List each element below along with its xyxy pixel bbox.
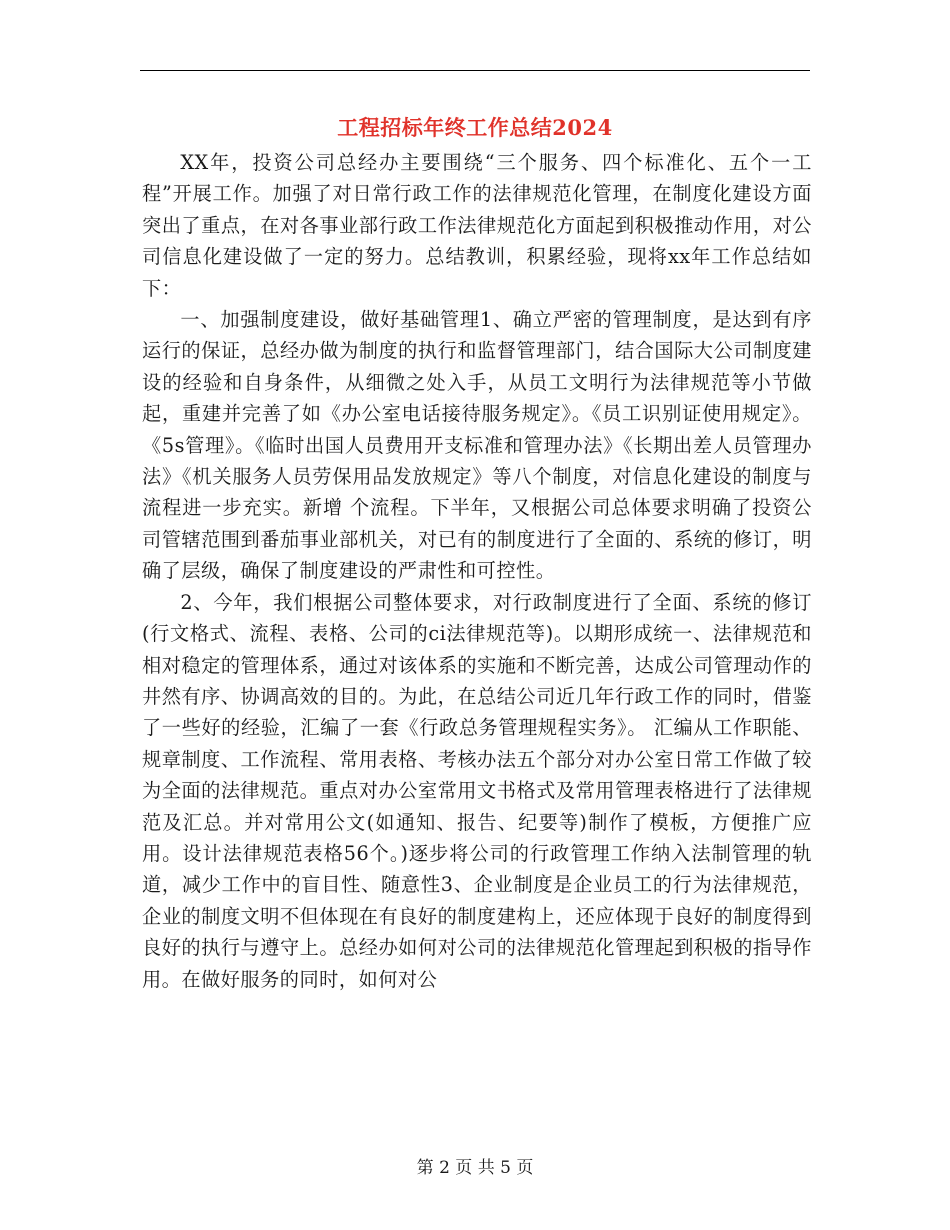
header-rule [140,70,810,71]
paragraph-section-1: 一、加强制度建设，做好基础管理1、确立严密的管理制度，是达到有序运行的保证，总经办做为制度的执行和监督管理部门，结合国际大公司制度建设的经验和自身条件，从细微之处入手，从员工文明行为法律规范等小节做起，重建并完善了如《办公室电话接待服务规定》。《员工识别证使用规定》。《5s管理》。《临时出国人员费用开支标准和管理办法》《长期出差人员管理办法》《机关服务人员劳保用品发放规定》等八个制度，对信息化建设的制度与流程进一步充实。新增 个流程。下半年，又根据公司总体要求明确了投资公司管辖范围到番茄事业部机关，对已有的制度进行了全面的、系统的修订，明确了层级，确保了制度建设的严肃性和可控性。 [142,308,812,583]
paragraph-intro: XX年，投资公司总经办主要围绕“三个服务、四个标准化、五个一工程”开展工作。加强了对日常行政工作的法律规范化管理，在制度化建设方面突出了重点，在对各事业部行政工作法律规范化方面起到积极推动作用，对公司信息化建设做了一定的努力。总结教训，积累经验，现将xx年工作总结如下： [142,151,812,300]
document-title: 工程招标年终工作总结2024 [337,115,613,140]
page-number-footer: 第 2 页 共 5 页 [416,1158,534,1178]
paragraph-section-2: 2、今年，我们根据公司整体要求，对行政制度进行了全面、系统的修订(行文格式、流程、表格、公司的ci法律规范等)。以期形成统一、法律规范和相对稳定的管理体系，通过对该体系的实施和不断完善，达成公司管理动作的井然有序、协调高效的目的。为此，在总结公司近几年行政工作的同时，借鉴了一些好的经验，汇编了一套《行政总务管理规程实务》。 汇编从工作职能、规章制度、工作流程、常用表格、考核办法五个部分对办公室日常工作做了较为全面的法律规范。重点对办公室常用文书格式及常用管理表格进行了法律规范及汇总。并对常用公文(如通知、报告、纪要等)制作了模板，方便推广应用。设计法律规范表格56个。)逐步将公司的行政管理工作纳入法制管理的轨道，减少工作中的盲目性、随意性3、企业制度是企业员工的行为法律规范，企业的制度文明不但体现在有良好的制度建构上，还应体现于良好的制度得到良好的执行与遵守上。总经办如何对公司的法律规范化管理起到积极的指导作用。在做好服务的同时，如何对公 [142,590,812,991]
document-body [142,147,812,995]
